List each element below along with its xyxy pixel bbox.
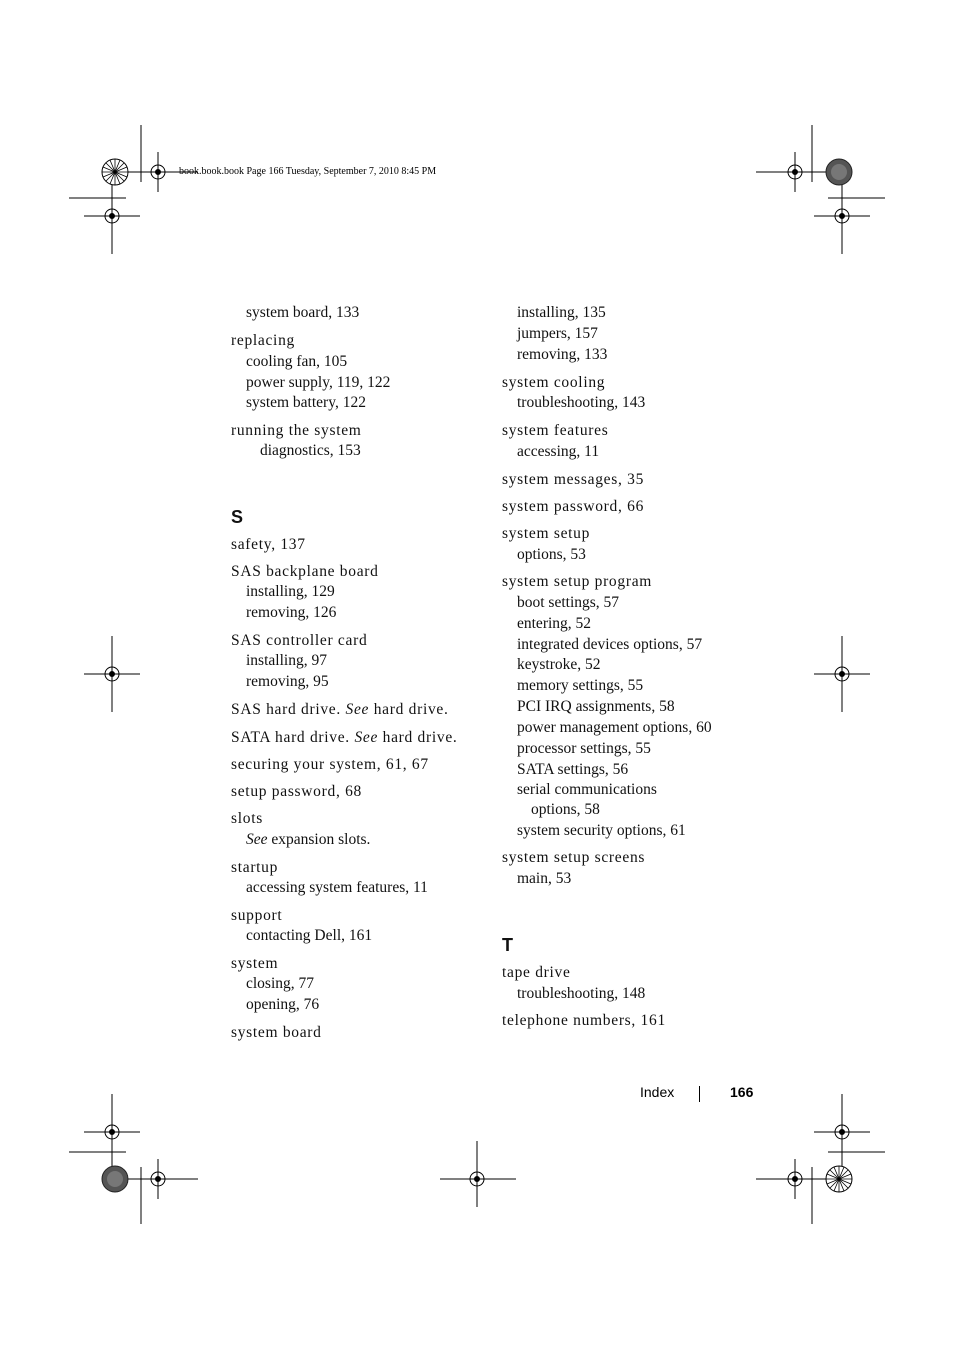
index-subentry: system board, 133	[246, 304, 360, 321]
index-letter-heading: T	[502, 935, 513, 955]
footer-section-label: Index	[640, 1084, 675, 1100]
see-reference: See	[246, 831, 268, 848]
index-subentry: options, 58	[531, 801, 600, 818]
index-entry: system cooling	[502, 374, 606, 391]
index-subentry: installing, 97	[246, 652, 327, 669]
index-entry: system board	[231, 1024, 322, 1041]
index-subentry: system security options, 61	[517, 822, 686, 839]
index-entry: securing your system, 61, 67	[231, 756, 429, 773]
index-entry: telephone numbers, 161	[502, 1012, 666, 1029]
index-subentry: main, 53	[517, 870, 572, 887]
index-subentry: power supply, 119, 122	[246, 374, 391, 391]
print-header-stamp: book.book.book Page 166 Tuesday, September 7, 2010 8:45 PM	[179, 166, 437, 177]
index-subentry: removing, 126	[246, 604, 337, 621]
index-entry: safety, 137	[231, 536, 306, 553]
index-entry: SAS backplane board	[231, 563, 379, 580]
index-subentry: troubleshooting, 143	[517, 394, 646, 411]
see-reference: See	[345, 701, 370, 718]
footer-divider	[699, 1086, 700, 1102]
index-entry: SAS hard drive. See hard drive.	[231, 701, 449, 718]
index-entry: system setup program	[502, 573, 653, 590]
index-subentry: jumpers, 157	[517, 325, 598, 342]
index-subentry: accessing, 11	[517, 443, 600, 460]
see-reference: See	[354, 729, 379, 746]
index-subentry: serial communications	[517, 781, 657, 798]
page-number: 166	[730, 1084, 754, 1100]
index-entry: replacing	[231, 332, 295, 349]
index-subentry: options, 53	[517, 546, 586, 563]
see-target: hard drive.	[369, 701, 449, 718]
index-subentry: closing, 77	[246, 975, 315, 992]
index-subentry: integrated devices options, 57	[517, 636, 703, 653]
index-subentry: installing, 129	[246, 583, 335, 600]
index-entry: SAS controller card	[231, 632, 368, 649]
index-subentry: installing, 135	[517, 304, 606, 321]
index-entry: system messages, 35	[502, 471, 645, 488]
index-entry: tape drive	[502, 964, 571, 981]
index-entry: system	[231, 955, 279, 972]
index-subentry: accessing system features, 11	[246, 879, 428, 896]
index-entry: setup password, 68	[231, 783, 362, 800]
index-subentry: diagnostics, 153	[260, 442, 361, 459]
index-subentry: troubleshooting, 148	[517, 985, 646, 1002]
index-entry: system setup	[502, 525, 591, 542]
see-target: hard drive.	[378, 729, 458, 746]
index-subentry: keystroke, 52	[517, 656, 601, 673]
index-subentry: removing, 133	[517, 346, 608, 363]
index-subentry: memory settings, 55	[517, 677, 644, 694]
index-subentry: system battery, 122	[246, 394, 366, 411]
index-subentry: power management options, 60	[517, 719, 712, 736]
index-entry: system features	[502, 422, 609, 439]
index-entry: system password, 66	[502, 498, 645, 515]
index-subentry: entering, 52	[517, 615, 592, 632]
index-subentry: opening, 76	[246, 996, 320, 1013]
index-subentry: SATA settings, 56	[517, 761, 629, 778]
index-entry: startup	[231, 859, 279, 876]
index-letter-heading: S	[231, 507, 244, 527]
see-target: expansion slots.	[267, 831, 371, 848]
grey-target-dot-icon	[102, 159, 852, 1192]
index-entry: system setup screens	[502, 849, 646, 866]
index-subentry: removing, 95	[246, 673, 329, 690]
index-subentry: PCI IRQ assignments, 58	[517, 698, 675, 715]
index-subentry: cooling fan, 105	[246, 353, 348, 370]
index-entry: running the system	[231, 422, 362, 439]
index-entry: slots	[231, 810, 263, 827]
crosshair-icon	[84, 152, 870, 1207]
index-entry: SATA hard drive. See hard drive.	[231, 729, 458, 746]
index-entry: support	[231, 907, 283, 924]
index-subentry	[231, 830, 370, 850]
index-subentry: boot settings, 57	[517, 594, 620, 611]
index-subentry: contacting Dell, 161	[246, 927, 373, 944]
index-subentry: processor settings, 55	[517, 740, 651, 757]
star-target-icon	[102, 159, 852, 1192]
